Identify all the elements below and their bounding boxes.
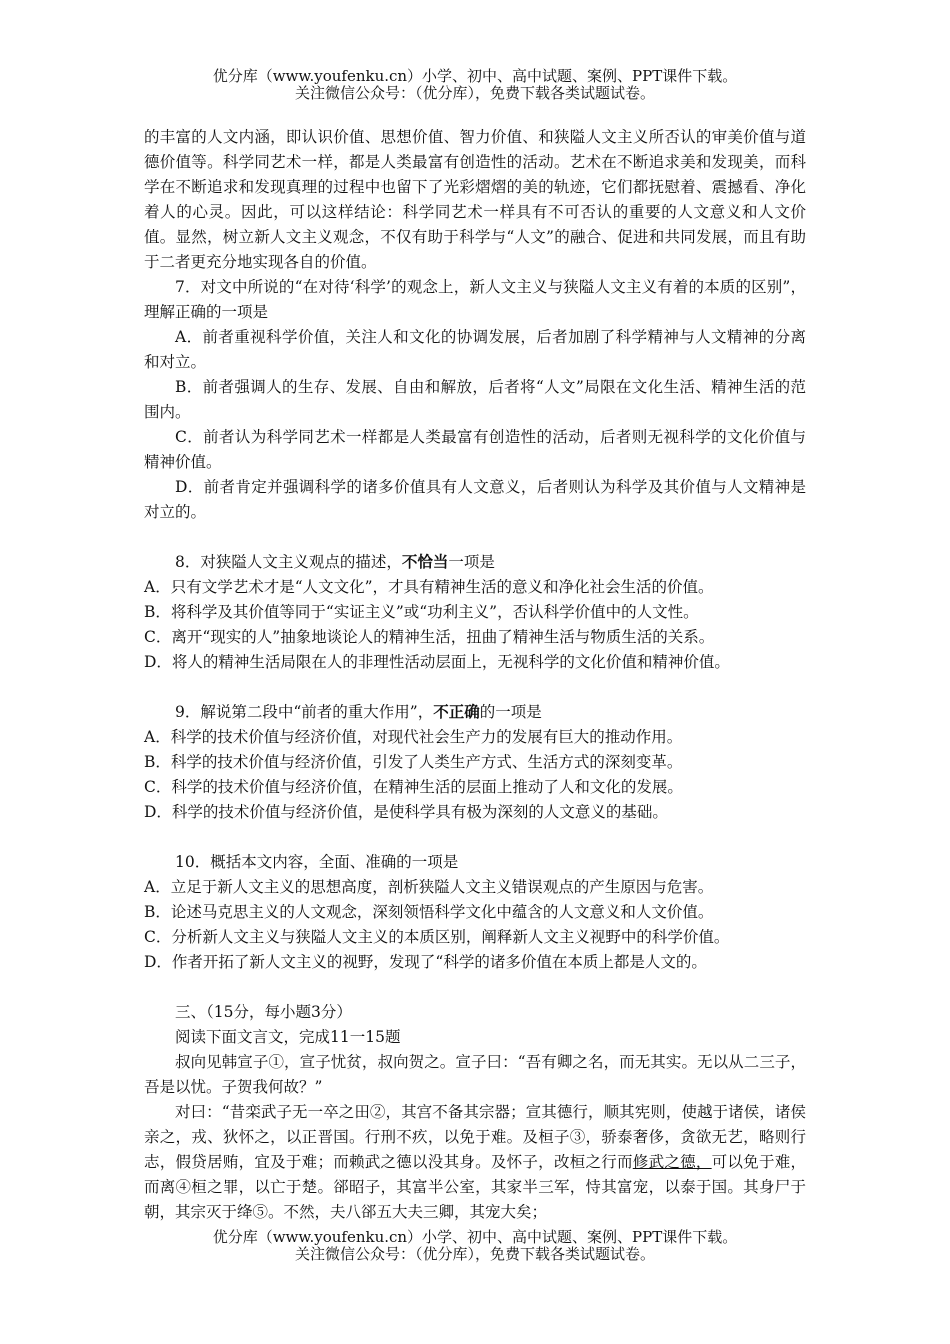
q7-option-b: B．前者强调人的生存、发展、自由和解放，后者将“人文”局限在文化生活、精神生活的范围内。 xyxy=(144,378,806,421)
q7-option-a: A．前者重视科学价值，关注人和文化的协调发展，后者加剧了科学精神与人文精神的分离和对立。 xyxy=(144,328,806,371)
spacer xyxy=(144,525,806,550)
q8-stem xyxy=(144,550,806,575)
q8-stem-post: 一项是 xyxy=(448,553,495,571)
spacer xyxy=(144,975,806,1000)
q7-option-c: C．前者认为科学同艺术一样都是人类最富有创造性的活动，后者则无视科学的文化价值与精神价值。 xyxy=(144,428,806,471)
document-body xyxy=(144,125,806,1225)
page-footer xyxy=(0,1229,950,1263)
q9-stem-pre: 9．解说第二段中“前者的重大作用”， xyxy=(175,703,434,721)
passage-tail: 的丰富的人文内涵，即认识价值、思想价值、智力价值、和狭隘人文主义所否认的审美价值与道德价值等。科学同艺术一样，都是人类最富有创造性的活动。艺术在不断追求美和发现美，而科学在不断追求和发现真理的过程中也留下了光彩熠熠的美的轨迹，它们都抚慰着、震撼看、净化着人的心灵。因此，可以这样结论：科学同艺术一样具有不可否认的重要的人文意义和人文价值。显然，树立新人文主义观念，不仅有助于科学与“人文”的融合、促进和共同发展，而且有助于二者更充分地实现各自的价值。 xyxy=(144,128,806,271)
header-line-1: 优分库（www.youfenku.cn）小学、初中、高中试题、案例、PPT课件下载。 xyxy=(212,67,738,85)
q10-stem: 10．概括本文内容，全面、准确的一项是 xyxy=(175,853,459,871)
section-3-title: 三、（15分，每小题3分） xyxy=(175,1003,352,1021)
classical-paragraph-2-part-a: 对曰：“昔栾武子无一卒之田②，其宫不备其宗器；宣其德行，顺其宪则，使越于诸侯，诸侯亲之，戎、狄怀之，以正晋国。行刑不疚，以免于难。及桓子③，骄泰奢侈，贪欲无艺，略则行志，假贷居贿，宜及于难；而赖武之德以没其身。及怀子，改桓之行而 xyxy=(144,1103,806,1171)
q8-option-b: B．将科学及其价值等同于“实证主义”或“功利主义”，否认科学价值中的人文性。 xyxy=(144,603,699,621)
q8-option-a: A．只有文学艺术才是“人文文化”，才具有精神生活的意义和净化社会生活的价值。 xyxy=(144,578,714,596)
page-header xyxy=(0,68,950,102)
classical-paragraph-2-part-b: 可以免于难，而离④桓之罪，以亡于楚。郤昭子，其富半公室，其家半三军，恃其富宠，以泰于国。其身尸于朝，其宗灭于绛⑤。不然，夫八郤五大夫三卿，其宠大矣； xyxy=(144,1153,806,1221)
q8-stem-emphasis: 不恰当 xyxy=(401,553,449,571)
q9-option-c: C．科学的技术价值与经济价值，在精神生活的层面上推动了人和文化的发展。 xyxy=(144,778,683,796)
spacer xyxy=(144,825,806,850)
section-3-instruction: 阅读下面文言文，完成11一15题 xyxy=(175,1028,401,1046)
underlined-phrase: 修武之德， xyxy=(632,1153,712,1171)
q10-option-d: D．作者开拓了新人文主义的视野，发现了“科学的诸多价值在本质上都是人文的。 xyxy=(144,953,707,971)
header-line-2: 关注微信公众号：（优分库），免费下载各类试题试卷。 xyxy=(294,84,655,102)
q9-option-b: B．科学的技术价值与经济价值，引发了人类生产方式、生活方式的深刻变革。 xyxy=(144,753,683,771)
q9-stem xyxy=(144,700,806,725)
q10-option-a: A．立足于新人文主义的思想高度，剖析狭隘人文主义错误观点的产生原因与危害。 xyxy=(144,878,714,896)
classical-paragraph-1: 叔向见韩宣子①，宣子忧贫，叔向贺之。宣子曰：“吾有卿之名，而无其实。无以从二三子，吾是以忧。子贺我何故？” xyxy=(144,1053,806,1096)
q10-option-c: C．分析新人文主义与狭隘人文主义的本质区别，阐释新人文主义视野中的科学价值。 xyxy=(144,928,730,946)
q9-option-a: A．科学的技术价值与经济价值，对现代社会生产力的发展有巨大的推动作用。 xyxy=(144,728,683,746)
footer-line-1: 优分库（www.youfenku.cn）小学、初中、高中试题、案例、PPT课件下载。 xyxy=(212,1228,738,1246)
q7-option-d: D．前者肯定并强调科学的诸多价值具有人文意义，后者则认为科学及其价值与人文精神是对立的。 xyxy=(144,478,806,521)
q10-option-b: B．论述马克思主义的人文观念，深刻领悟科学文化中蕴含的人文意义和人文价值。 xyxy=(144,903,714,921)
q8-stem-pre: 8．对狭隘人文主义观点的描述， xyxy=(175,553,402,571)
q9-option-d: D．科学的技术价值与经济价值，是使科学具有极为深刻的人文意义的基础。 xyxy=(144,803,668,821)
q9-stem-post: 的一项是 xyxy=(479,703,542,721)
q9-stem-emphasis: 不正确 xyxy=(433,703,480,721)
q8-option-d: D．将人的精神生活局限在人的非理性活动层面上，无视科学的文化价值和精神价值。 xyxy=(144,653,730,671)
q8-option-c: C．离开“现实的人”抽象地谈论人的精神生活，扭曲了精神生活与物质生活的关系。 xyxy=(144,628,715,646)
spacer xyxy=(144,675,806,700)
footer-line-2: 关注微信公众号：（优分库），免费下载各类试题试卷。 xyxy=(294,1245,655,1263)
q7-stem: 7．对文中所说的“在对待‘科学’的观念上，新人文主义与狭隘人文主义有着的本质的区别”，理解正确的一项是 xyxy=(144,278,806,321)
classical-paragraph-2 xyxy=(144,1100,806,1225)
